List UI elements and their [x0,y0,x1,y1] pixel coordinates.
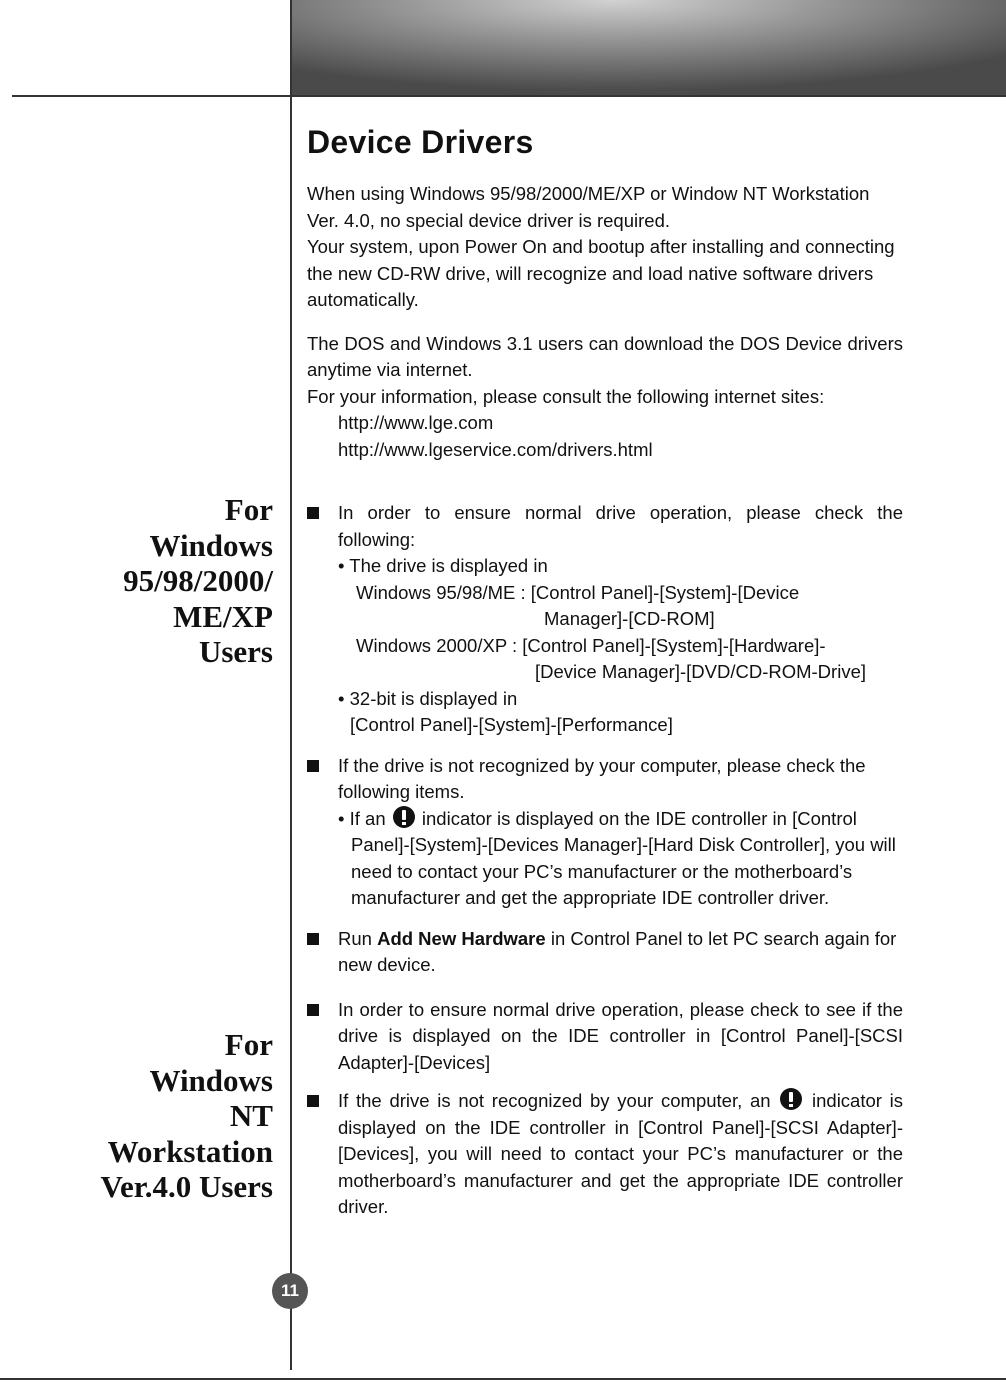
side-heading-line: Users [198,634,273,669]
bullet-text [338,806,903,833]
vertical-rule [290,0,292,1370]
list-item-winnt-notrecognized [307,1088,903,1221]
path-line: Windows 2000/XP : [Control Panel]-[System]-[Hardware]- [356,634,826,656]
item-text-post: indicator is displayed on the IDE controller in [Control Panel]-[SCSI Adapter]-[Devices], you will need to contact your PC’s manufacturer or the motherboard’s manufacturer and get the appropriate IDE controller driver. [338,1090,904,1217]
bullet-text: • 32-bit is displayed in [338,687,518,709]
item-text-pre: If the drive is not recognized by your computer, an [338,1090,771,1111]
side-heading-win9x [123,492,273,670]
side-heading-line: Windows [149,527,273,563]
list-item-win9x-check [307,500,903,739]
list-item-win9x-notrecognized [307,753,903,912]
bullet-text: • The drive is displayed in [338,555,548,576]
path-line: Manager]-[CD-ROM] [544,608,715,629]
header-band [292,0,1006,96]
item-text: In order to ensure normal drive operation, please check to see if the drive is displayed on the IDE controller in [Control Panel]-[SCSI Adapter]-[Devices] [338,998,903,1073]
top-rule [12,95,1006,97]
path-line: [Control Panel]-[System]-[Performance] [350,714,673,735]
intro-paragraph-1: When using Windows 95/98/2000/ME/XP or Window NT Workstation Ver. 4.0, no special device driver is required. [307,183,870,231]
path-line: Windows 95/98/ME : [Control Panel]-[System]-[Device [356,581,800,603]
bullet-text-rest: Panel]-[System]-[Devices Manager]-[Hard Disk Controller], you will need to contact your PC’s manufacturer or the motherboard’s manufacturer and get the appropriate IDE controller driver. [351,834,896,908]
page-title: Device Drivers [307,124,534,160]
square-bullet-icon [307,933,319,945]
item-text [338,926,903,979]
bottom-rule [0,1378,1006,1380]
side-heading-winnt [101,1027,274,1205]
side-heading-line: For [224,1027,273,1062]
exclamation-icon [393,806,415,828]
side-heading-line: NT [229,1098,273,1133]
side-heading-line: Ver.4.0 Users [100,1169,273,1204]
side-heading-line: 95/98/2000/ [123,563,273,598]
side-heading-line: For [224,492,273,527]
url-link[interactable]: http://www.lge.com [338,412,494,433]
square-bullet-icon [307,507,319,519]
add-new-hardware-label: Add New Hardware [377,927,546,949]
exclamation-icon [780,1088,802,1110]
item-lead: If the drive is not recognized by your computer, please check the following items. [338,754,866,802]
main-content [307,122,903,1221]
square-bullet-icon [307,1004,319,1016]
side-heading-line: Workstation [107,1133,273,1169]
page-number-badge: 11 [272,1273,308,1309]
bullet-text-pre: • If an [338,807,386,829]
item-text [338,1088,903,1221]
dos-paragraph-2: For your information, please consult the following internet sites: [307,385,825,407]
intro-paragraph-2: Your system, upon Power On and bootup after installing and connecting the new CD-RW drive, will recognize and load native software drivers automatically. [307,236,895,310]
side-heading-line: ME/XP [173,598,273,634]
run-text-post: in Control Panel to let PC search again for new device. [338,927,897,975]
square-bullet-icon [307,760,319,772]
url-link[interactable]: http://www.lgeservice.com/drivers.html [338,438,653,460]
run-text-pre: Run [338,927,378,949]
item-lead: In order to ensure normal drive operation, please check the following: [338,502,903,550]
list-item-run-add-hardware [307,926,903,979]
side-heading-line: Windows [149,1062,273,1098]
bullet-text-post: indicator is displayed on the IDE controller in [Control [421,807,857,829]
dos-paragraph-1: The DOS and Windows 3.1 users can download the DOS Device drivers anytime via internet. [307,332,903,380]
square-bullet-icon [307,1095,319,1107]
path-line: [Device Manager]-[DVD/CD-ROM-Drive] [535,661,866,682]
list-item-winnt-check [307,997,903,1077]
